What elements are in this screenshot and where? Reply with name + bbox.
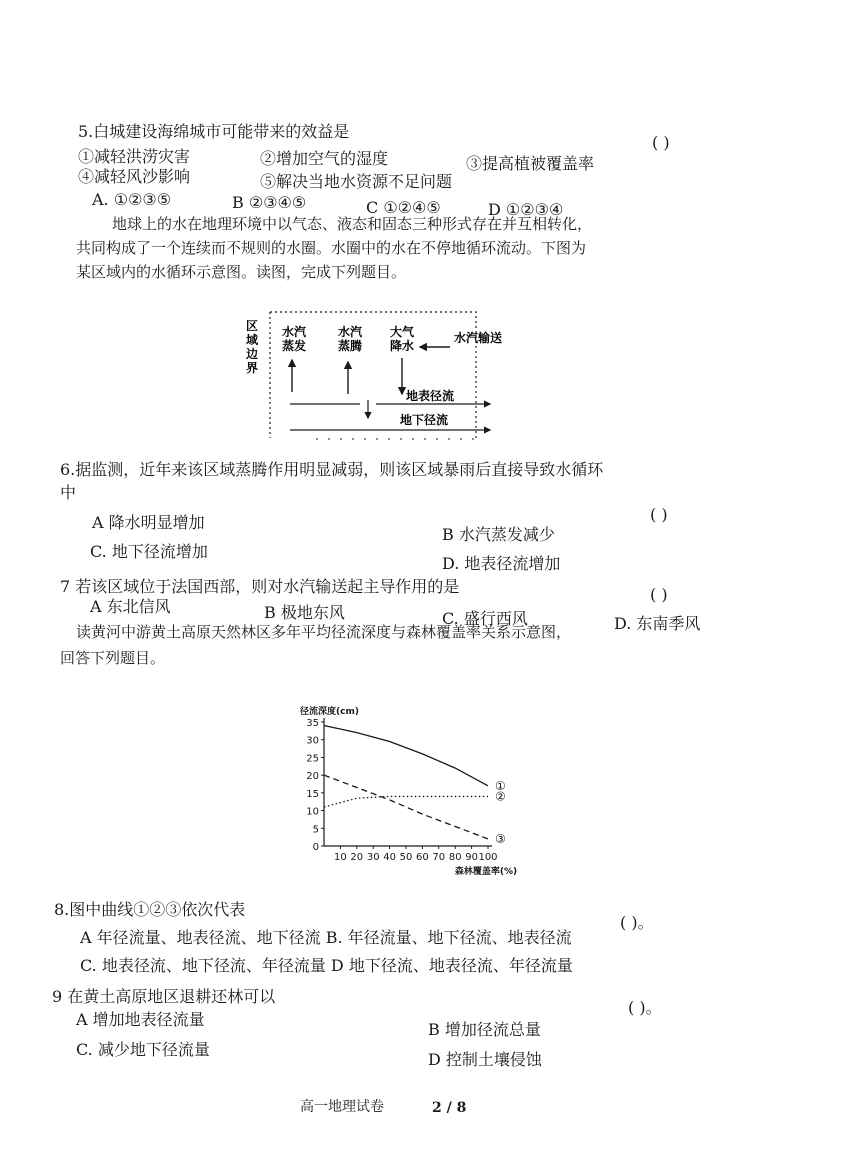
boundary-label-char: 区 [245,319,259,333]
q7-option-a: A 东北信风 [90,597,171,616]
y-tick-label: 0 [312,842,319,853]
q7-option-b: B 极地东风 [264,603,345,622]
x-tick-label: 70 [432,852,446,863]
x-tick-label: 30 [366,852,380,863]
passage1-line1: 地球上的水在地理环境中以气态、液态和固态三种形式存在并互相转化， [112,215,593,233]
footer-page-number: 2 / 8 [432,1100,467,1116]
series-label-2: ② [495,789,506,804]
q9-option-a: A 增加地表径流量 [76,1010,205,1029]
y-tick-label: 10 [306,806,319,818]
q7-stem: 7 若该区域位于法国西部，则对水汽输送起主导作用的是 [60,577,460,596]
x-tick-label: 20 [350,852,364,863]
y-tick-label: 30 [306,735,319,747]
evaporation-label: 蒸发 [281,339,307,353]
underground-runoff-label: 地下径流 [399,413,449,427]
boundary-label-char: 域 [245,333,259,347]
water-cycle-diagram [242,308,512,442]
y-tick-label: 15 [306,788,319,800]
q5-answer-paren: ( ) [652,133,670,152]
x-tick-label: 80 [448,852,462,863]
q5-item-2: ②增加空气的湿度 [260,149,389,168]
passage2-line2: 回答下列题目。 [60,649,166,667]
precipitation-label: 大气 [389,325,415,339]
y-tick-label: 5 [312,824,319,836]
passage2-line1: 读黄河中游黄土高原天然林区多年平均径流深度与森林覆盖率关系示意图， [76,623,572,641]
q8-answer-paren: ( )。 [620,913,654,932]
passage1-line2: 共同构成了一个连续而不规则的水圈。水圈中的水在不停地循环流动。下图为 [76,239,587,257]
x-tick-label: 90 [465,852,478,863]
y-axis-label: 径流深度(cm) [300,707,359,717]
x-axis-label: 森林覆盖率(%) [454,867,518,877]
q9-option-b: B 增加径流总量 [428,1020,541,1039]
precipitation-label: 降水 [389,339,415,353]
q5-stem: 5.白城建设海绵城市可能带来的效益是 [78,122,350,141]
q6-option-c: C. 地下径流增加 [90,542,208,561]
q6-option-d: D. 地表径流增加 [442,554,561,573]
q5-choice-d: D ①②③④ [488,200,564,219]
x-tick-label: 50 [399,852,413,863]
series-label-3: ③ [495,831,506,846]
q6-answer-paren: ( ) [650,505,668,524]
boundary-label-char: 边 [245,347,259,361]
series-line-3 [324,775,488,839]
surface-runoff-label: 地表径流 [405,389,455,403]
q6-stem-line1: 6.据监测，近年来该区域蒸腾作用明显减弱，则该区域暴雨后直接导致水循环 [60,460,604,479]
series-label-1: ① [495,778,506,793]
q5-choice-a: A. ①②③⑤ [92,190,172,209]
q8-options-line1: A 年径流量、地表径流、地下径流 B. 年径流量、地下径流、地表径流 [80,928,572,947]
transpiration-label: 蒸腾 [337,339,363,353]
x-tick-label: 40 [383,852,396,863]
q8-stem: 8.图中曲线①②③依次代表 [54,900,246,919]
evaporation-label: 水汽 [281,325,307,339]
q6-option-a: A 降水明显增加 [92,513,205,532]
q5-item-5: ⑤解决当地水资源不足问题 [260,172,453,191]
q9-option-c: C. 减少地下径流量 [76,1040,210,1059]
y-tick-label: 25 [306,753,319,765]
q5-item-4: ④减轻风沙影响 [78,167,191,186]
transpiration-label: 水汽 [337,325,363,339]
q5-item-1: ①减轻洪涝灾害 [78,147,191,166]
footer-subject: 高一地理试卷 [300,1099,384,1115]
x-tick-label: 60 [416,852,429,863]
passage1-line3: 某区域内的水循环示意图。读图，完成下列题目。 [76,263,407,281]
x-tick-label: 10 [334,852,347,863]
q5-choice-b: B ②③④⑤ [232,193,307,212]
q5-choice-c: C ①②④⑤ [366,198,441,217]
runoff-chart [296,700,526,880]
q7-option-c: C. 盛行西风 [442,609,528,628]
q8-options-line2: C. 地表径流、地下径流、年径流量 D 地下径流、地表径流、年径流量 [80,956,573,975]
q6-option-b: B 水汽蒸发减少 [442,525,555,544]
vapor-transport-label: 水汽输送 [453,331,503,345]
q7-option-d: D. 东南季风 [614,614,701,633]
q5-item-3: ③提高植被覆盖率 [466,154,595,173]
q9-stem: 9 在黄土高原地区退耕还林可以 [52,987,276,1006]
q6-stem-line2: 中 [60,483,77,502]
q9-option-d: D 控制土壤侵蚀 [428,1050,542,1069]
series-line-2 [324,796,488,807]
y-tick-label: 20 [306,771,319,783]
y-tick-label: 35 [306,718,319,729]
q9-answer-paren: ( )。 [628,998,662,1017]
series-line-1 [324,726,488,786]
q7-answer-paren: ( ) [650,585,668,604]
boundary-label-char: 界 [245,361,259,375]
x-tick-label: 100 [478,852,498,863]
